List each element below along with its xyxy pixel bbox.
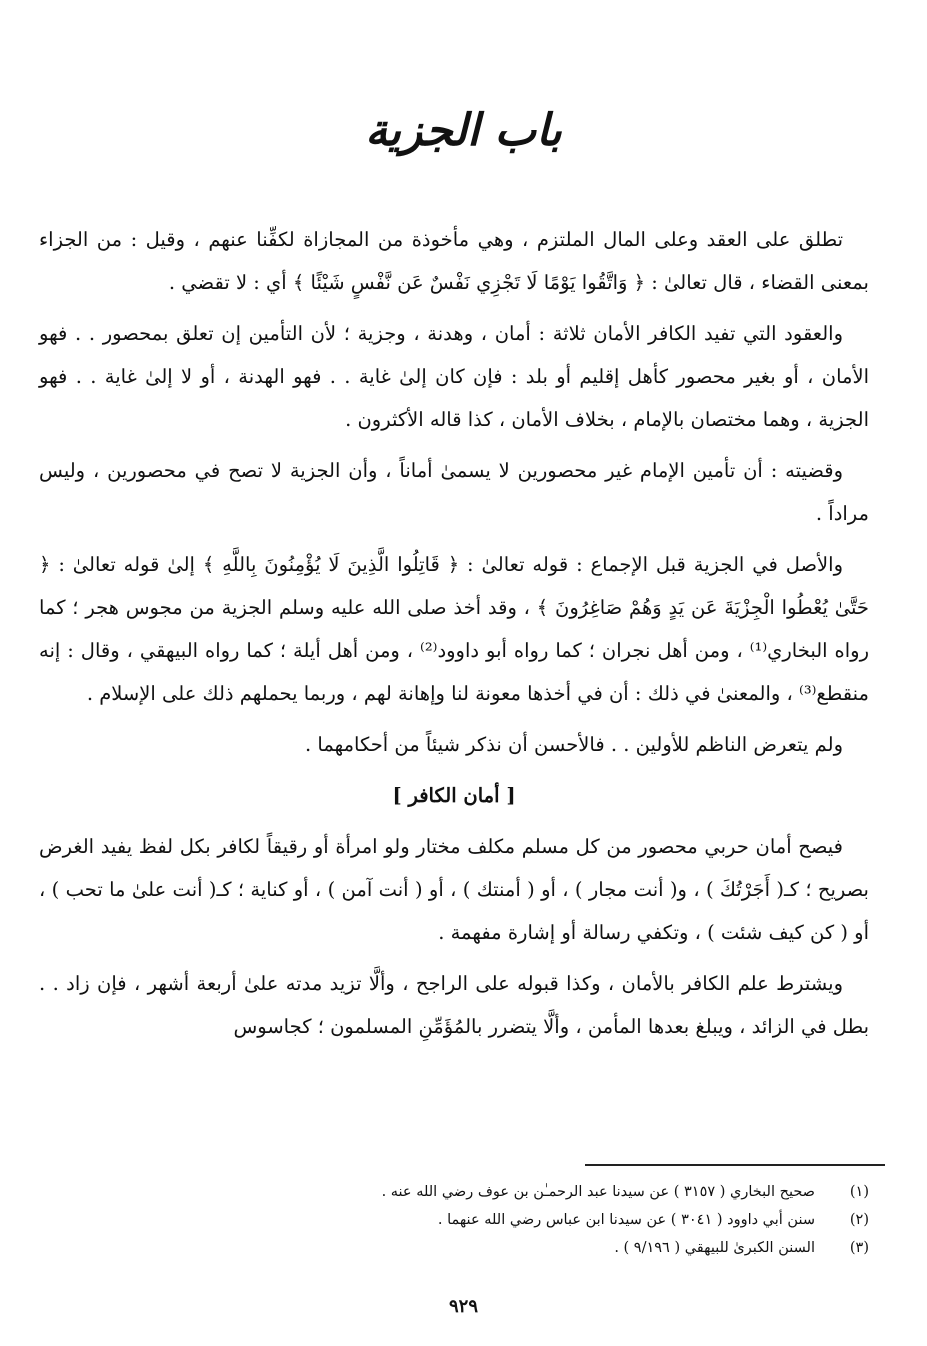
footnote-divider [585, 1164, 885, 1166]
paragraph: ويشترط علم الكافر بالأمان ، وكذا قبوله على الراجح ، وألَّا تزيد مدته علىٰ أربعة أشهر ، فإن زاد . . بطل في الزائد ، ويبلغ بعدها المأمن ، وألَّا يتضرر بالمُؤَمِّنِ المسلمون ؛ كجاسوس [39, 972, 869, 1038]
paragraph: والعقود التي تفيد الكافر الأمان ثلاثة : أمان ، وهدنة ، وجزية ؛ لأن التأمين إن تعلق بمحصور . . فهو الأمان ، أو بغير محصور كأهل إقليم أو بلد : فإن كان إلىٰ غاية . . فهو الهدنة ، أو لا إلىٰ غاية . . فهو الجزية ، وهما مختصان بالإمام ، بخلاف الأمان ، كذا قاله الأكثرون . [39, 322, 869, 431]
footnote-text: صحيح البخاري ( ٣١٥٧ ) عن سيدنا عبد الرحمـٰن بن عوف رضي الله عنه . [381, 1184, 815, 1200]
paragraph: وقضيته : أن تأمين الإمام غير محصورين لا يسمىٰ أماناً ، وأن الجزية لا تصح في محصورين ، وليس مراداً . [39, 459, 869, 525]
chapter-title: باب الجزية [365, 105, 562, 156]
footnote-number: (٣) [849, 1240, 869, 1256]
paragraph: والأصل في الجزية قبل الإجماع : قوله تعالىٰ : ﴿ قَاتِلُوا الَّذِينَ لَا يُؤْمِنُونَ بِاللَّهِ ﴾ إلىٰ قوله تعالىٰ : ﴿ حَتَّىٰ يُعْطُوا الْجِزْيَةَ عَن يَدٍ وَهُمْ صَاغِرُونَ ﴾ ، وقد أخذ صلى الله عليه وسلم الجزية من مجوس هجر ؛ كما رواه البخاري⁽¹⁾ ، ومن أهل نجران ؛ كما رواه أبو داوود⁽²⁾ ، ومن أهل أيلة ؛ كما رواه البيهقي ، وقال : إنه منقطع⁽³⁾ ، والمعنىٰ في ذلك : أن في أخذها معونة لنا وإهانة لهم ، وربما يحملهم ذلك على الإسلام . [39, 553, 869, 705]
footnote [39, 1206, 869, 1234]
paragraph: فيصح أمان حربي محصور من كل مسلم مكلف مختار ولو امرأة أو رقيقاً لكافر بكل لفظ يفيد الغرض بصريح ؛ كـ( أَجَرْتُكَ ) ، و( أنت مجار ) ، أو ( أمنتك ) ، أو ( أنت آمن ) ، أو كناية ؛ كـ( أنت علىٰ ما تحب ) ، أو ( كن كيف شئت ) ، وتكفي رسالة أو إشارة مفهمة . [39, 835, 869, 944]
footnote-number: (٢) [849, 1212, 869, 1228]
footnote [39, 1234, 869, 1262]
footnote-text: سنن أبي داوود ( ٣٠٤١ ) عن سيدنا ابن عباس رضي الله عنهما . [437, 1212, 815, 1228]
page-number: ٩٢٩ [448, 1296, 478, 1317]
footnote [39, 1178, 869, 1206]
footnote-text: السنن الكبرىٰ للبيهقي ( ٩/١٩٦ ) . [614, 1240, 815, 1256]
main-text [39, 218, 869, 1056]
section-heading: [ أمان الكافر ] [392, 784, 516, 807]
footnote-number: (١) [849, 1184, 869, 1200]
paragraph: ولم يتعرض الناظم للأولين . . فالأحسن أن نذكر شيئاً من أحكامهما . [304, 733, 843, 756]
footnotes [39, 1178, 869, 1262]
paragraph: تطلق على العقد وعلى المال الملتزم ، وهي مأخوذة من المجازاة لكفِّنا عنهم ، وقيل : من الجزاء بمعنى القضاء ، قال تعالىٰ : ﴿ وَاتَّقُوا يَوْمًا لَا تَجْزِي نَفْسٌ عَن نَّفْسٍ شَيْئًا ﴾ أي : لا تقضي . [39, 228, 869, 294]
